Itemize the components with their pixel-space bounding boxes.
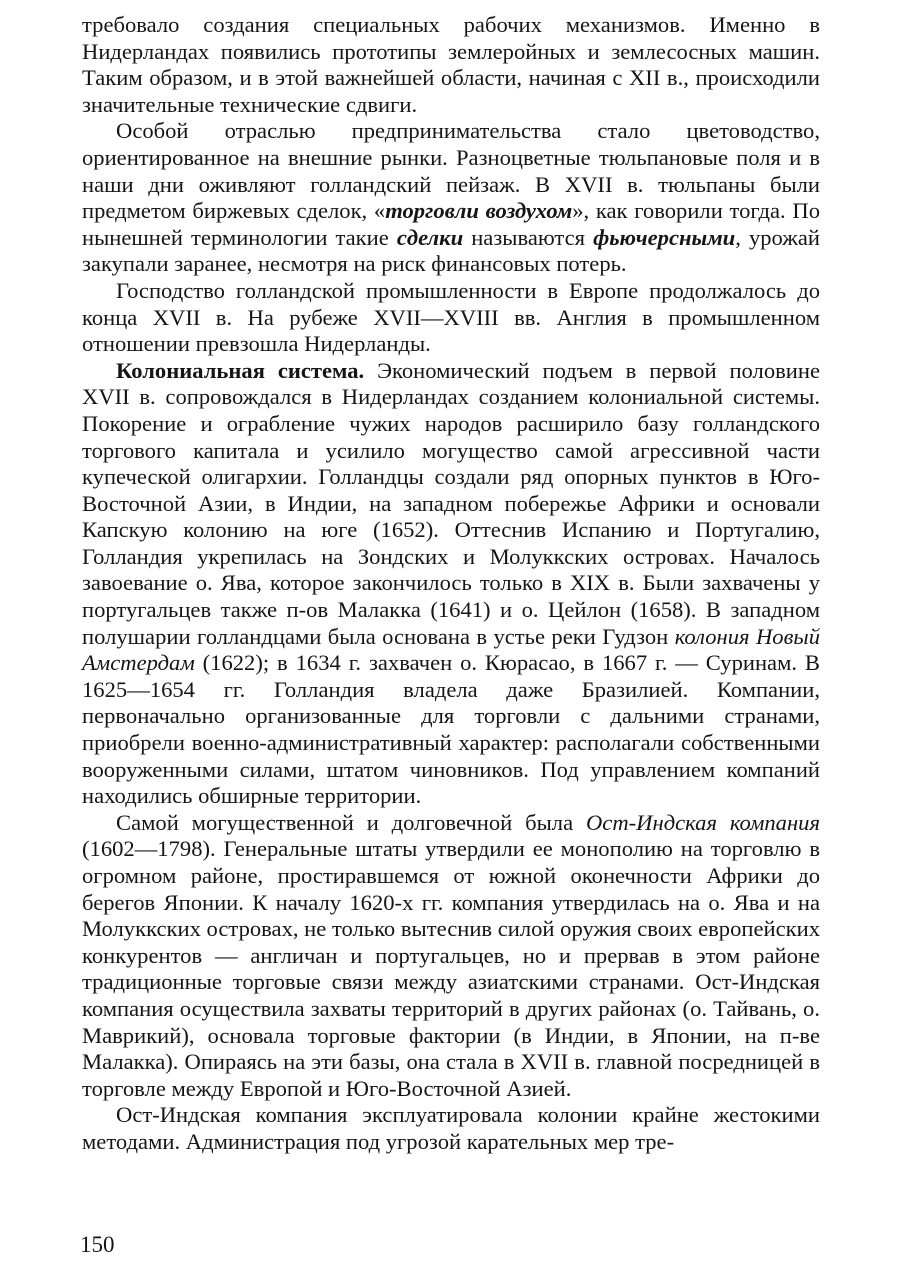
text-run: Самой могущественной и долговечной была xyxy=(116,809,586,835)
text-run: называются xyxy=(463,224,594,250)
text-run: требовало создания специальных рабочих механизмов. Именно в Нидерландах появились прототипы землеройных и землесосных машин. Таким образом, и в этой важнейшей области, начиная с XII в., происходили значительные технические сдвиги. xyxy=(82,12,820,117)
emphasized-term: торговли воздухом xyxy=(385,198,573,224)
text-run: », как говорили тогда. По нынешней терминологии такие xyxy=(82,198,820,250)
text-run: Господство голландской промышленности в Европе продолжалось до конца XVII в. На рубеже XVII—XVIII вв. Англия в промышленном отношении превзошла Нидерланды. xyxy=(82,277,820,357)
section-heading: Колониальная система. xyxy=(116,357,365,383)
emphasized-term: фьючерсными xyxy=(593,224,736,250)
emphasized-term: колония Новый Амстердам xyxy=(82,623,820,676)
page-number: 150 xyxy=(80,1232,115,1257)
paragraph xyxy=(82,12,820,118)
text-run: , урожай закупали заранее, несмотря на риск финансовых потерь. xyxy=(82,224,821,277)
body-text xyxy=(82,12,820,1156)
text-run: Ост-Индская компания эксплуатировала колонии крайне жестокими методами. Администрация под угрозой карательных мер тре- xyxy=(82,1102,820,1154)
emphasized-term: сделки xyxy=(396,224,464,250)
text-run: (1622); в 1634 г. захвачен о. Кюрасао, в 1667 г. — Суринам. В 1625—1654 гг. Голландия владела даже Бразилией. Компании, первоначально организованные для торговли с дальними странами, приобрели военно-административный характер: располагали собственными вооруженными силами, штатом чиновников. Под управлением компаний находились обширные территории. xyxy=(82,650,820,809)
emphasized-term: Ост-Индская компания xyxy=(585,809,820,835)
paragraph xyxy=(82,1102,820,1155)
text-run: Экономический подъем в первой половине XVII в. сопровождался в Нидерландах созданием колониальной системы. Покорение и ограбление чужих народов расширило базу голландского торгового капитала и усилило могущество самой агрессивной части купеческой олигархии. Голландцы создали ряд опорных пунктов в Юго-Восточной Азии, в Индии, на западном побережье Африки и основали Капскую колонию на юге (1652). Оттеснив Испанию и Португалию, Голландия укрепилась на Зондских и Молуккских островах. Началось завоевание о. Ява, которое закончилось только в XIX в. Были захвачены у португальцев также п-ов Малакка (1641) и о. Цейлон (1658). В западном полушарии голландцами была основана в устье реки Гудзон xyxy=(82,357,820,649)
text-run: (1602—1798). Генеральные штаты утвердили ее монополию на торговлю в огромном районе, простиравшемся от южной оконечности Африки до берегов Японии. К началу 1620-х гг. компания утвердилась на о. Ява и на Молуккских островах, не только вытеснив силой оружия своих европейских конкурентов — англичан и португальцев, но и прервав в этом районе традиционные торговые связи между азиатскими странами. Ост-Индская компания осуществила захваты территорий в других районах (о. Тайвань, о. Маврикий), основала торговые фактории (в Индии, в Японии, на п-ве Малакка). Опираясь на эти базы, она стала в XVII в. главной посредницей в торговле между Европой и Юго-Восточной Азией. xyxy=(82,836,820,1101)
paragraph xyxy=(82,358,820,810)
paragraph xyxy=(82,118,820,278)
paragraph xyxy=(82,810,820,1103)
text-run: Особой отраслью предпринимательства стало цветоводство, ориентированное на внешние рынки. Разноцветные тюльпановые поля и в наши дни оживляют голландский пейзаж. В XVII в. тюльпаны были предметом биржевых сделок, « xyxy=(82,118,820,224)
paragraph xyxy=(82,278,820,358)
